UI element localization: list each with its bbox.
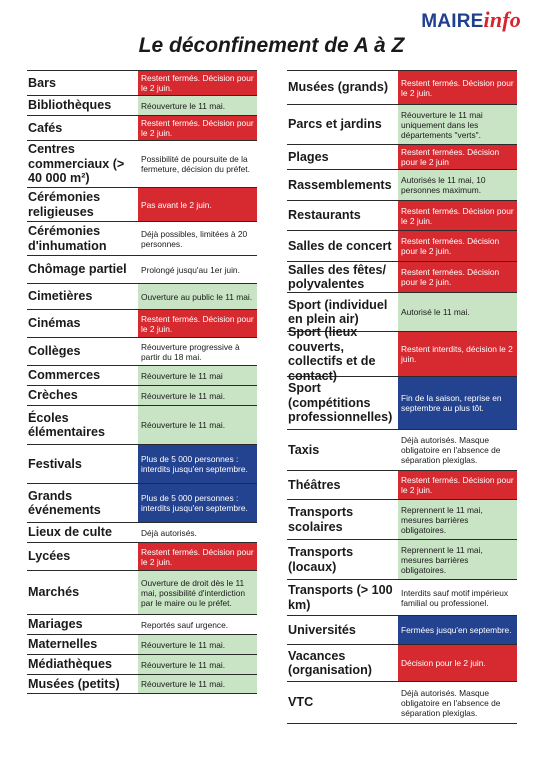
table-row	[287, 376, 517, 429]
table-row	[287, 261, 517, 292]
row-label: Cérémonies d'inhumation	[28, 224, 107, 253]
row-label: Festivals	[28, 456, 82, 471]
status-badge: Réouverture progressive à partir du 18 mai.	[138, 338, 257, 365]
status-badge: Restent fermés. Décision pour le 2 juin.	[398, 471, 517, 499]
table-row	[27, 654, 257, 674]
table-row	[27, 115, 257, 140]
table-row	[27, 140, 257, 187]
table-row	[27, 309, 257, 337]
right-column	[287, 70, 517, 724]
row-label: Médiathèques	[28, 657, 112, 672]
row-label: Cafés	[28, 120, 63, 135]
status-badge: Reportés sauf urgence.	[138, 615, 257, 634]
table-row	[287, 230, 517, 261]
row-label: Mariages	[28, 617, 83, 632]
table-row	[27, 337, 257, 365]
table-row	[287, 539, 517, 579]
status-badge: Autorisés le 11 mai, 10 personnes maximum.	[398, 170, 517, 200]
status-badge: Fin de la saison, reprise en septembre au plus tôt.	[398, 377, 517, 429]
row-label: Chômage partiel	[28, 262, 127, 277]
status-badge: Déjà autorisés.	[138, 523, 257, 542]
page-title: Le déconfinement de A à Z	[138, 34, 405, 57]
status-badge: Ouverture au public le 11 mai.	[138, 284, 257, 309]
row-label: Crèches	[28, 388, 78, 403]
table-row	[287, 144, 517, 169]
table-row	[287, 681, 517, 724]
table-row	[287, 579, 517, 615]
table-row	[287, 644, 517, 681]
row-label: Transports (locaux)	[288, 545, 354, 574]
status-badge: Réouverture le 11 mai.	[138, 635, 257, 654]
row-label: Lieux de culte	[28, 525, 112, 540]
row-label: Vacances (organisation)	[288, 648, 372, 677]
row-label: Cimetières	[28, 289, 93, 304]
status-badge: Déjà possibles, limitées à 20 personnes.	[138, 222, 257, 255]
row-label: Salles de concert	[288, 238, 392, 253]
row-label: Écoles élémentaires	[28, 410, 106, 439]
row-label: Marchés	[28, 585, 80, 600]
table-row	[287, 429, 517, 470]
logo-part2: info	[483, 7, 521, 32]
maireinfo-logo	[421, 9, 521, 33]
table-row	[287, 615, 517, 644]
row-label: Parcs et jardins	[288, 117, 382, 132]
status-badge: Prolongé jusqu'au 1er juin.	[138, 256, 257, 283]
table-row	[27, 187, 257, 221]
row-label: Transports scolaires	[288, 505, 354, 534]
table-row	[27, 221, 257, 255]
left-column	[27, 70, 257, 694]
row-label: Maternelles	[28, 637, 98, 652]
table-row	[27, 634, 257, 654]
status-badge: Réouverture le 11 mai.	[138, 406, 257, 444]
table-row	[287, 104, 517, 144]
table-row	[27, 570, 257, 614]
status-badge: Reprennent le 11 mai, mesures barrières obligatoires.	[398, 540, 517, 579]
table-row	[27, 614, 257, 634]
row-label: Plages	[288, 149, 329, 164]
table-row	[287, 470, 517, 499]
table-row	[27, 542, 257, 570]
row-label: Lycées	[28, 549, 71, 564]
status-badge: Décision pour le 2 juin.	[398, 645, 517, 681]
status-badge: Restent interdits, décision le 2 juin.	[398, 332, 517, 376]
table-row	[287, 169, 517, 200]
status-badge: Possibilité de poursuite de la fermeture, décision du préfet.	[138, 141, 257, 187]
row-label: Transports (> 100 km)	[288, 583, 393, 612]
row-label: Sport (compétitions professionnelles)	[288, 381, 393, 425]
row-label: Commerces	[28, 368, 101, 383]
status-badge: Réouverture le 11 mai	[138, 366, 257, 385]
table-row	[27, 283, 257, 309]
table-row	[287, 499, 517, 539]
logo-part1: MAIRE	[421, 11, 484, 32]
status-badge: Restent fermés. Décision pour le 2 juin.	[138, 310, 257, 337]
status-badge: Restent fermés. Décision pour le 2 juin.	[138, 543, 257, 570]
status-badge: Restent fermés. Décision pour le 2 juin.	[398, 201, 517, 230]
status-badge: Restent fermées. Décision pour le 2 juin	[398, 145, 517, 169]
row-label: VTC	[288, 695, 314, 710]
row-label: Salles des fêtes/ polyvalentes	[288, 262, 387, 291]
row-label: Restaurants	[288, 208, 361, 223]
row-label: Sport (individuel en plein air)	[288, 297, 388, 326]
status-badge: Ouverture de droit dès le 11 mai, possibilité d'interdiction par le maire ou le préfet.	[138, 571, 257, 614]
row-label: Musées (grands)	[288, 80, 389, 95]
status-badge: Reprennent le 11 mai, mesures barrières obligatoires.	[398, 500, 517, 539]
status-badge: Fermées jusqu'en septembre.	[398, 616, 517, 644]
status-badge: Restent fermées. Décision pour le 2 juin.	[398, 262, 517, 292]
status-badge: Plus de 5 000 personnes : interdits jusqu'en septembre.	[138, 445, 257, 483]
table-row	[287, 325, 517, 383]
status-badge: Réouverture le 11 mai uniquement dans les départements "verts".	[398, 105, 517, 144]
status-badge: Autorisé le 11 mai.	[398, 293, 517, 331]
table-row	[27, 95, 257, 115]
row-label: Collèges	[28, 344, 81, 359]
row-label: Sport (lieux couverts, collectifs et de contact)	[288, 325, 376, 383]
status-badge: Réouverture le 11 mai.	[138, 386, 257, 405]
row-label: Théâtres	[288, 477, 341, 492]
table-row	[27, 255, 257, 283]
status-badge: Interdits sauf motif impérieux familial ou professionel.	[398, 580, 517, 615]
table-row	[27, 483, 257, 522]
row-label: Cérémonies religieuses	[28, 190, 101, 219]
row-label: Rassemblements	[288, 177, 392, 192]
table-row	[27, 405, 257, 444]
table-row	[27, 522, 257, 542]
status-badge: Réouverture le 11 mai.	[138, 655, 257, 674]
status-badge: Restent fermés. Décision pour le 2 juin.	[138, 71, 257, 95]
row-label: Centres commerciaux (> 40 000 m²)	[28, 142, 125, 186]
row-label: Bibliothèques	[28, 98, 112, 113]
table-row	[287, 70, 517, 104]
status-badge: Déjà autorisés. Masque obligatoire en l'absence de séparation plexiglas.	[398, 682, 517, 723]
table-row	[27, 385, 257, 405]
status-badge: Restent fermés. Décision pour le 2 juin.	[398, 71, 517, 104]
row-label: Universités	[288, 622, 356, 637]
row-label: Musées (petits)	[28, 676, 120, 691]
status-badge: Restent fermés. Décision pour le 2 juin.	[138, 116, 257, 140]
status-badge: Pas avant le 2 juin.	[138, 188, 257, 221]
status-badge: Plus de 5 000 personnes : interdits jusqu'en septembre.	[138, 484, 257, 522]
status-badge: Déjà autorisés. Masque obligatoire en l'absence de séparation plexiglas.	[398, 430, 517, 470]
status-badge: Réouverture le 11 mai.	[138, 96, 257, 115]
row-label: Cinémas	[28, 316, 81, 331]
table-row	[27, 365, 257, 385]
table-row	[27, 70, 257, 95]
table-row	[287, 200, 517, 230]
row-label: Bars	[28, 75, 57, 90]
row-label: Grands événements	[28, 488, 101, 517]
row-label: Taxis	[288, 442, 320, 457]
table-row	[27, 674, 257, 694]
table-row	[27, 444, 257, 483]
status-badge: Restent fermées. Décision pour le 2 juin.	[398, 231, 517, 261]
status-badge: Réouverture le 11 mai.	[138, 675, 257, 693]
